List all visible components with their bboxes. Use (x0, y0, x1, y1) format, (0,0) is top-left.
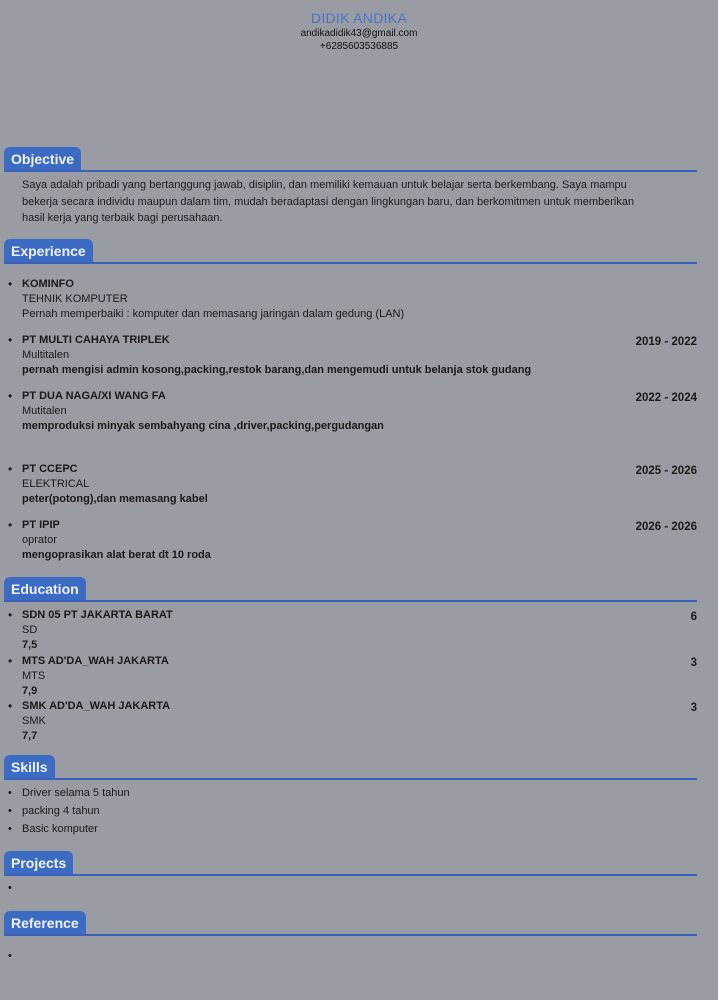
school-score: 7,5 (22, 639, 38, 651)
school-name: SMK AD'DA_WAH JAKARTA (22, 700, 171, 712)
bullet-icon: • (8, 787, 12, 799)
education-section (0, 577, 697, 601)
school-years: 3 (690, 702, 697, 714)
job-description: mengoprasikan alat berat dt 10 roda (22, 549, 211, 561)
school-score: 7,9 (22, 685, 38, 697)
section-divider (4, 934, 697, 936)
objective-heading-bar (0, 147, 697, 171)
job-description: Pernah memperbaiki : komputer dan memasang jaringan dalam gedung (LAN) (22, 308, 405, 320)
bullet-icon: • (8, 608, 13, 622)
bullet-icon: • (8, 654, 13, 668)
bullet-icon: • (8, 882, 12, 894)
objective-text (0, 171, 697, 227)
job-description: peter(potong),dan memasang kabel (22, 493, 208, 505)
company-name: PT IPIP (22, 519, 60, 531)
school-years: 3 (690, 657, 697, 669)
section-divider (4, 778, 697, 780)
skills-heading: Skills (4, 755, 55, 779)
job-description: pernah mengisi admin kosong,packing,restok barang,dan mengemudi untuk belanja stok gudang (22, 364, 532, 376)
company-name: PT MULTI CAHAYA TRIPLEK (22, 334, 170, 346)
skill-text: Basic komputer (22, 823, 98, 835)
bullet-icon: • (8, 823, 12, 835)
experience-section (0, 239, 697, 263)
objective-heading: Objective (4, 147, 81, 171)
job-dates: 2026 - 2026 (635, 521, 697, 533)
skill-item (0, 821, 400, 837)
objective-line: Saya adalah pribadi yang bertanggung jawab, disiplin, dan memiliki kemauan untuk belajar serta berkembang. Saya mampu (22, 179, 627, 191)
project-item (0, 880, 400, 896)
objective-line: bekerja secara individu maupun dalam tim, mudah beradaptasi dengan lingkungan baru, dan berkomitmen untuk memberikan (22, 195, 635, 208)
projects-heading: Projects (4, 851, 73, 875)
job-dates: 2025 - 2026 (635, 465, 697, 477)
skill-text: packing 4 tahun (22, 805, 100, 817)
company-name: PT DUA NAGA/XI WANG FA (22, 390, 166, 402)
email-text: andikadidik43@gmail.com (300, 28, 418, 39)
company-name: KOMINFO (22, 278, 74, 290)
school-level: SD (22, 624, 38, 636)
job-role: TEHNIK KOMPUTER (22, 293, 128, 305)
bullet-icon: • (8, 277, 13, 291)
job-dates: 2019 - 2022 (635, 336, 697, 348)
reference-item (0, 948, 400, 964)
school-level: MTS (22, 670, 46, 682)
objective-section (0, 147, 697, 227)
section-divider (4, 262, 697, 264)
school-name: SDN 05 PT JAKARTA BARAT (22, 609, 173, 621)
experience-heading: Experience (4, 239, 93, 263)
projects-heading-bar (0, 851, 697, 875)
bullet-icon: • (8, 950, 12, 962)
section-divider (4, 874, 697, 876)
reference-heading-bar (0, 911, 697, 935)
reference-section (0, 911, 697, 935)
school-name: MTS AD'DA_WAH JAKARTA (22, 655, 169, 667)
experience-heading-bar (0, 239, 697, 263)
skills-heading-bar (0, 755, 697, 779)
projects-section (0, 851, 697, 875)
school-years: 6 (690, 611, 697, 623)
school-score: 7,7 (22, 730, 38, 742)
bullet-icon: • (8, 333, 13, 347)
section-divider (4, 600, 697, 602)
section-divider (4, 170, 697, 172)
bullet-icon: • (8, 462, 13, 476)
bullet-icon: • (8, 389, 13, 403)
phone-text: +6285603536885 (319, 41, 399, 52)
education-heading: Education (4, 577, 86, 601)
objective-line: hasil kerja yang terbaik bagi perusahaan. (22, 212, 223, 224)
job-description: memproduksi minyak sembahyang cina ,driver,packing,pergudangan (22, 420, 384, 432)
job-role: Mutitalen (22, 405, 67, 417)
resume-header (0, 0, 718, 53)
bullet-icon: • (8, 805, 12, 817)
job-role: ELEKTRICAL (22, 478, 90, 490)
company-name: PT CCEPC (22, 463, 78, 475)
job-role: Multitalen (22, 349, 70, 361)
skill-text: Driver selama 5 tahun (22, 787, 130, 799)
skill-item (0, 785, 400, 801)
education-heading-bar (0, 577, 697, 601)
job-dates: 2022 - 2024 (635, 392, 697, 404)
skill-item (0, 803, 400, 819)
school-level: SMK (22, 715, 46, 727)
candidate-name: DIDIK ANDIKA (310, 10, 408, 26)
reference-heading: Reference (4, 911, 86, 935)
job-role: oprator (22, 534, 57, 546)
skills-section (0, 755, 697, 779)
bullet-icon: • (8, 699, 13, 713)
bullet-icon: • (8, 518, 13, 532)
